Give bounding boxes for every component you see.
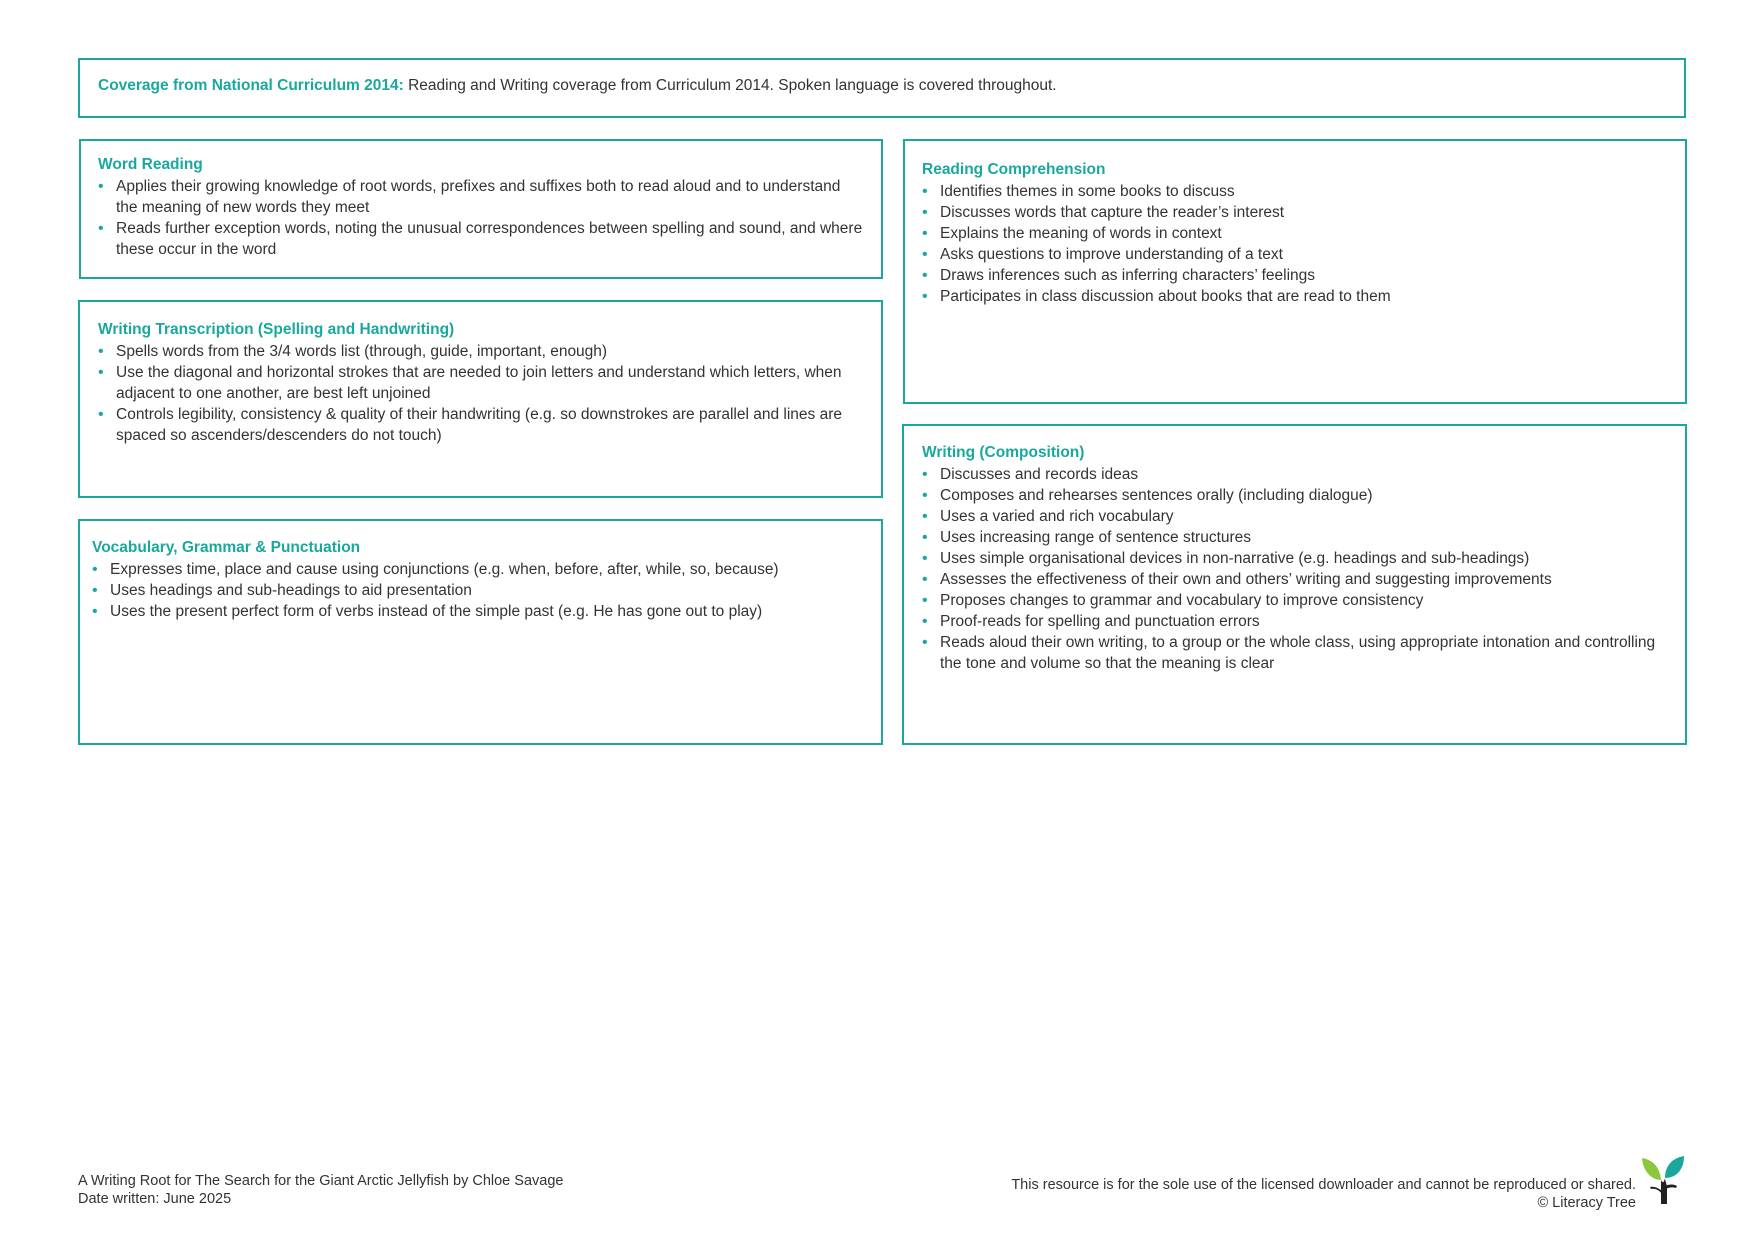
writing-transcription-title: Writing Transcription (Spelling and Handwriting) bbox=[98, 321, 455, 338]
footer-left bbox=[78, 1172, 563, 1208]
vocabulary-grammar-box bbox=[78, 519, 883, 745]
coverage-label: Coverage from National Curriculum 2014: bbox=[98, 77, 404, 94]
footer-book-title: A Writing Root for The Search for the Giant Arctic Jellyfish by Chloe Savage bbox=[78, 1173, 564, 1189]
reading-comprehension-box bbox=[903, 139, 1687, 404]
list-item: • Use the diagonal and horizontal strokes that are needed to join letters and understand which letters, when adjacent to one another, are best left unjoined bbox=[98, 362, 863, 404]
reading-comprehension-list bbox=[922, 181, 1667, 307]
reading-comprehension-title: Reading Comprehension bbox=[922, 161, 1106, 178]
word-reading-list bbox=[98, 176, 863, 260]
list-item: • Proposes changes to grammar and vocabulary to improve consistency bbox=[922, 590, 1667, 611]
list-item: • Uses simple organisational devices in non-narrative (e.g. headings and sub-headings) bbox=[922, 548, 1667, 569]
list-item: • Draws inferences such as inferring characters’ feelings bbox=[922, 265, 1667, 286]
list-item: • Uses a varied and rich vocabulary bbox=[922, 506, 1667, 527]
list-item: • Identifies themes in some books to discuss bbox=[922, 181, 1667, 202]
list-item: • Proof-reads for spelling and punctuation errors bbox=[922, 611, 1667, 632]
list-item: • Asks questions to improve understanding of a text bbox=[922, 244, 1667, 265]
list-item: • Reads aloud their own writing, to a group or the whole class, using appropriate intonation and controlling the tone and volume so that the meaning is clear bbox=[922, 632, 1667, 674]
vocabulary-grammar-title: Vocabulary, Grammar & Punctuation bbox=[92, 539, 361, 556]
coverage-text: Reading and Writing coverage from Curriculum 2014. Spoken language is covered throughout. bbox=[403, 77, 1057, 94]
list-item: • Composes and rehearses sentences orally (including dialogue) bbox=[922, 485, 1667, 506]
list-item: • Discusses words that capture the reader’s interest bbox=[922, 202, 1667, 223]
list-item: • Spells words from the 3/4 words list (through, guide, important, enough) bbox=[98, 341, 863, 362]
vocabulary-grammar-list bbox=[92, 559, 863, 622]
writing-transcription-list bbox=[98, 341, 863, 446]
list-item: • Explains the meaning of words in context bbox=[922, 223, 1667, 244]
list-item: • Reads further exception words, noting the unusual correspondences between spelling and sound, and where these occur in the word bbox=[98, 218, 863, 260]
coverage-box bbox=[78, 58, 1686, 118]
list-item: • Uses the present perfect form of verbs instead of the simple past (e.g. He has gone out to play) bbox=[92, 601, 863, 622]
writing-composition-box bbox=[902, 424, 1687, 745]
footer-license-notice: This resource is for the sole use of the licensed downloader and cannot be reproduced or shared. bbox=[1011, 1177, 1636, 1193]
writing-composition-list bbox=[922, 464, 1667, 674]
list-item: • Uses headings and sub-headings to aid presentation bbox=[92, 580, 863, 601]
writing-composition-title: Writing (Composition) bbox=[922, 444, 1085, 461]
list-item: • Expresses time, place and cause using conjunctions (e.g. when, before, after, while, so, because) bbox=[92, 559, 863, 580]
list-item: • Applies their growing knowledge of root words, prefixes and suffixes both to read aloud and to understand the meaning of new words they meet bbox=[98, 176, 863, 218]
word-reading-box bbox=[79, 139, 883, 279]
literacy-tree-logo-icon bbox=[1640, 1154, 1686, 1206]
list-item: • Discusses and records ideas bbox=[922, 464, 1667, 485]
list-item: • Uses increasing range of sentence structures bbox=[922, 527, 1667, 548]
writing-transcription-box bbox=[78, 300, 883, 498]
list-item: • Controls legibility, consistency & quality of their handwriting (e.g. so downstrokes are parallel and lines are spaced so ascenders/descenders do not touch) bbox=[98, 404, 863, 446]
footer-copyright: © Literacy Tree bbox=[1537, 1195, 1636, 1211]
list-item: • Assesses the effectiveness of their own and others’ writing and suggesting improvements bbox=[922, 569, 1667, 590]
list-item: • Participates in class discussion about books that are read to them bbox=[922, 286, 1667, 307]
word-reading-title: Word Reading bbox=[98, 156, 203, 173]
footer-right bbox=[1011, 1176, 1636, 1212]
footer-date-written: Date written: June 2025 bbox=[78, 1191, 232, 1207]
